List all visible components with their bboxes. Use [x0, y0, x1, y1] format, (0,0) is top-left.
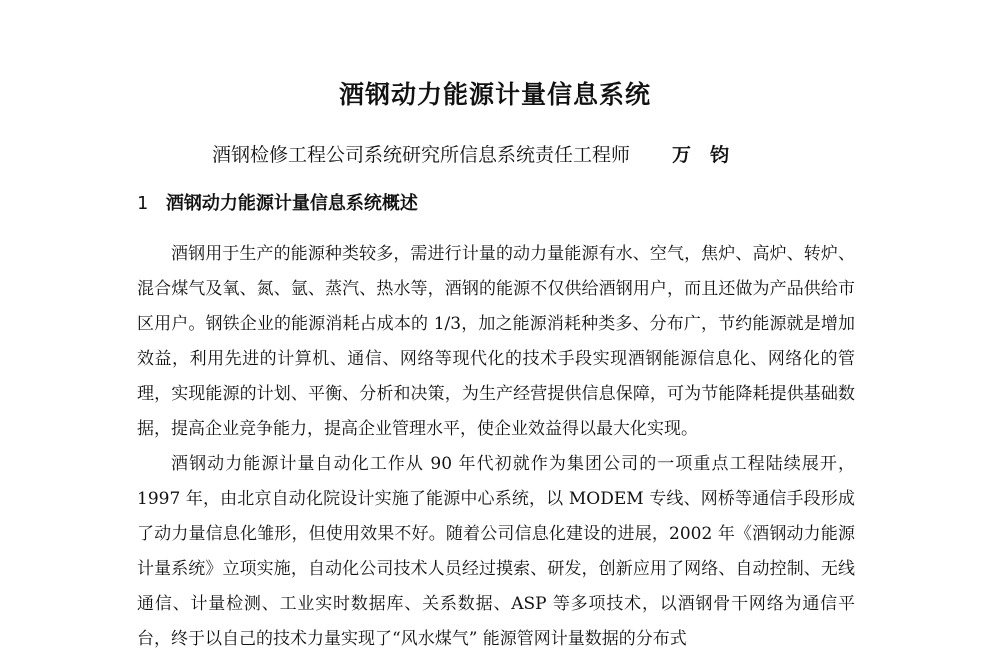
byline	[212, 141, 729, 169]
document-title: 酒钢动力能源计量信息系统	[338, 80, 651, 109]
section-title: 酒钢动力能源计量信息系统概述	[165, 193, 418, 214]
paragraph: 酒钢动力能源计量自动化工作从 90 年代初就作为集团公司的一项重点工程陆续展开，1997 年，由北京自动化院设计实施了能源中心系统，以 MODEM 专线、网桥等通信手段形成了动力量信息化雏形，但使用效果不好。随着公司信息化建设的进展，2002 年《酒钢动力能源计量系统》立项实施，自动化公司技术人员经过摸索、研发，创新应用了网络、自动控制、无线通信、计量检测、工业实时数据库、关系数据、ASP 等多项技术，以酒钢骨干网络为通信平台，终于以自己的技术力量实现了“风水煤气” 能源管网计量数据的分布式	[137, 454, 855, 649]
section-heading	[137, 190, 418, 218]
author-name: 万 钧	[672, 144, 730, 166]
author-affiliation: 酒钢检修工程公司系统研究所信息系统责任工程师	[212, 144, 631, 166]
paragraph: 酒钢用于生产的能源种类较多，需进行计量的动力量能源有水、空气，焦炉、高炉、转炉、混合煤气及氧、氮、氩、蒸汽、热水等，酒钢的能源不仅供给酒钢用户，而且还做为产品供给市区用户。钢铁企业的能源消耗占成本的 1/3，加之能源消耗种类多、分布广，节约能源就是增加效益，利用先进的计算机、通信、网络等现代化的技术手段实现酒钢能源信息化、网络化的管理，实现能源的计划、平衡、分析和决策，为生产经营提供信息保障，可为节能降耗提供基础数据，提高企业竞争能力，提高企业管理水平，使企业效益得以最大化实现。	[137, 244, 855, 439]
body-text	[137, 237, 855, 657]
section-number: 1	[137, 193, 148, 214]
